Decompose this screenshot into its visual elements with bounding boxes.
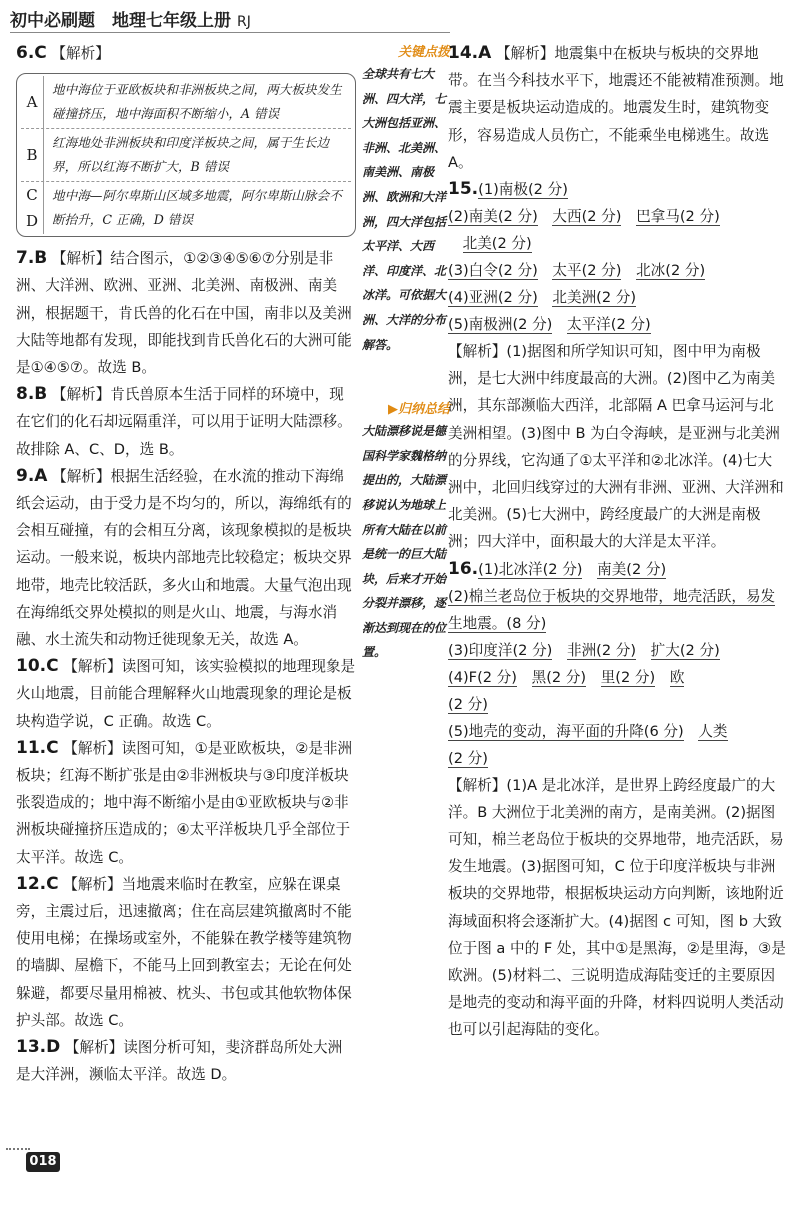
row-text: 地中海位于亚欧板块和非洲板块之间，两大板块发生碰撞挤压，地中海面积不断缩小，A 错误	[52, 82, 342, 122]
page-header	[10, 6, 450, 30]
question-7: 7.B 【解析】结合图示，①②③④⑤⑥⑦分别是非洲、大洋洲、欧洲、亚洲、北美洲、南极洲、南美洲，根据题干，肯氏兽的化石在中国，南非以及美洲大陆等地都有发现，即能找到肯氏兽化石的大洲可能是①④⑤⑦。故选 B。	[16, 248, 352, 377]
table-row	[21, 182, 351, 234]
question-12: 12.C 【解析】当地震来临时在教室，应躲在课桌旁，主震过后，迅速撤离；住在高层建筑撤离时不能使用电梯；在操场或室外，不能躲在教学楼等建筑物的墙脚、屋檐下，不能马上回到教室去；无论在何处躲避，都要尽量用棉被、枕头、书包或其他软物体保护头部。故选 C。	[16, 873, 352, 1029]
question-15: 15.(1)南极(2 分) (2)南美(2 分) 大西(2 分) 巴拿马(2 分) 北美(2 分) (3)白令(2 分) 太平(2 分) 北冰(2 分) (4)亚洲(2 分) 北美洲(2 分) (5)南极洲(2 分) 太平洋(2 分) 【解析】(1)据图和所学知识可知，图中甲为南极洲，是七大洲中纬度最高的大洲。(2)图中乙为南美洲，其东部濒临大西洋，北部隔 A 巴拿马运河与北美洲相望。(3)图中 B 为白令海峡，是亚洲与北美洲的分界线，它沟通了①太平洋和②北冰洋。(4)七大洲中，北回归线穿过的大洲有非洲、亚洲、大洋洲和北美洲。(5)七大洲中，跨经度最广的大洲是南极洲；四大洋中，面积最大的大洋是太平洋。	[448, 179, 784, 551]
question-14: 14.A 【解析】地震集中在板块与板块的交界地带。在当今科技水平下，地震还不能被精准预测。地震主要是板块运动造成的。地震发生时，建筑物变形，容易造成人员伤亡，不能乘坐电梯逃生。故选 A。	[448, 43, 784, 171]
right-column	[448, 40, 786, 1044]
question-13: 13.D 【解析】读图分析可知，斐济群岛所处大洲是大洋洲，濒临太平洋。故选 D。	[16, 1037, 343, 1084]
row-text: 地中海—阿尔卑斯山区域多地震，阿尔卑斯山脉会不断抬升，C 正确，D 错误	[52, 188, 342, 228]
flag-icon: ▶	[387, 402, 398, 418]
question-10: 10.C 【解析】读图可知，该实验模拟的地理现象是火山地震，目前能合理解释火山地震现象的理论是板块构造学说，C 正确。故选 C。	[16, 656, 356, 730]
book-title: 初中必刷题 地理七年级上册	[10, 11, 231, 31]
footer-dots	[6, 1148, 30, 1150]
page-number: 018	[26, 1152, 60, 1172]
tip-title-key-points: 关键点拨	[397, 45, 450, 60]
question-6: 6.C 【解析】	[16, 43, 110, 63]
question-11: 11.C 【解析】读图可知，①是亚欧板块，②是非洲板块；红海不断扩张是由②非洲板块与③印度洋板块张裂造成的；地中海不断缩小是由①亚欧板块与②非洲板块碰撞挤压造成的；④太平洋板块几乎全部位于太平洋。故选 C。	[16, 737, 353, 866]
tip-text-summary: 大陆漂移说是德国科学家魏格纳提出的，大陆漂移说认为地球上所有大陆在以前是统一的巨大陆块，后来才开始分裂并漂移，逐渐达到现在的位置。	[362, 424, 447, 660]
header-divider	[10, 32, 450, 33]
question-9: 9.A 【解析】根据生活经验，在水流的推动下海绵纸会运动，由于受力是不均匀的，所以，海绵纸有的会相互碰撞，有的会相互分离，该现象模拟的是板块运动。一般来说，板块内部地壳比较稳定；板块交界地带，地壳比较活跃，多火山和地震。大量气泡出现在海绵纸交界处模拟的则是火山、地震，与海水消融、水土流失和动物迁徙现象无关，故选 A。	[16, 465, 352, 649]
row-key: B	[21, 129, 44, 181]
row-text: 红海地处非洲板块和印度洋板块之间，属于生长边界，所以红海不断扩大，B 错误	[52, 135, 330, 175]
analysis-table	[16, 73, 356, 237]
tips-column	[362, 44, 450, 665]
row-key: A	[21, 76, 44, 128]
table-row	[21, 76, 351, 129]
question-16: 16.(1)北冰洋(2 分) 南美(2 分) (2)棉兰老岛位于板块的交界地带，地壳活跃，易发生地震。(8 分) (3)印度洋(2 分) 非洲(2 分) 扩大(2 分) (4)F(2 分) 黑(2 分) 里(2 分) 欧 (2 分) (5)地壳的变动，海平面的升降(6 分) 人类 (2 分) 【解析】(1)A 是北冰洋，是世界上跨经度最广的大洋。B 大洲位于北美洲的南方，是南美洲。(2)据图可知，棉兰老岛位于板块的交界地带，地壳活跃，易发生地震。(3)据图可知，C 位于印度洋板块与非洲板块的交界地带，根据板块运动方向判断，该地附近海域面积将会逐渐扩大。(4)据图 c 可知，图 b 大致位于图 a 中的 F 处，其中①是黑海，②是里海，③是欧洲。(5)材料二、三说明造成海陆变迁的主要原因是地壳的变动和海平面的升降，材料四说明人类活动也可以引起海陆的变化。	[448, 558, 786, 1039]
tip-title-summary: ▶归纳总结	[387, 402, 450, 418]
question-8: 8.B 【解析】肯氏兽原本生活于同样的环境中，现在它们的化石却远隔重洋，可以用于证明大陆漂移。故排除 A、C、D，选 B。	[16, 384, 352, 458]
row-key: C D	[21, 182, 44, 234]
edition-mark: RJ	[237, 14, 251, 30]
tip-text-key-points: 全球共有七大洲、四大洋，七大洲包括亚洲、非洲、北美洲、南美洲、南极洲、欧洲和大洋洲，四大洋包括太平洋、大西洋、印度洋、北冰洋。可依据大洲、大洋的分布解答。	[362, 67, 447, 352]
left-column	[16, 40, 356, 1089]
table-row	[21, 129, 351, 182]
